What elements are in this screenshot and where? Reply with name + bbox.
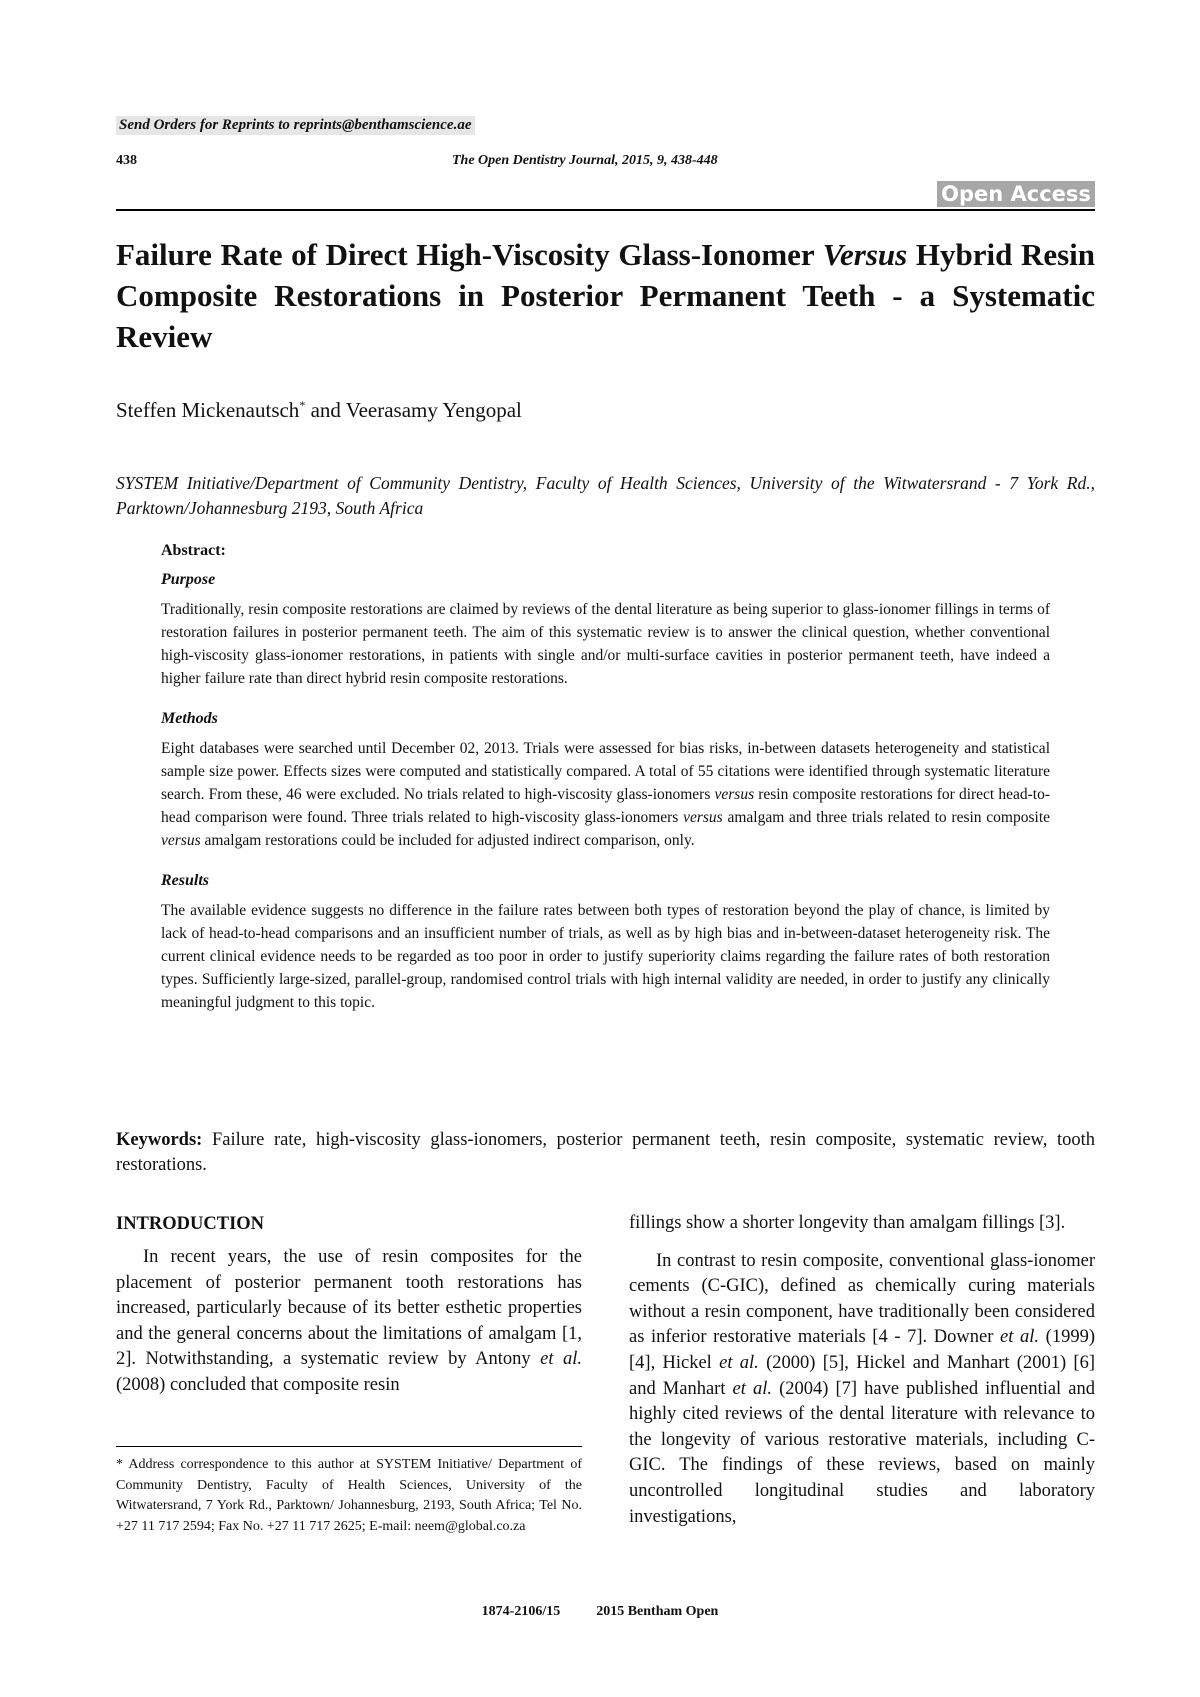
intro-paragraph-1 (116, 1245, 582, 1399)
intro-p2-text-c: (2000) [5], Hickel and Manhart (2001) [6] and Manhart (629, 1352, 1095, 1399)
methods-text-2: resin composite restorations for direct head-to-head comparison were found. Three trials related to high-viscosity glass-ionomers (161, 786, 1050, 826)
page-footer (0, 1604, 1200, 1620)
purpose-heading: Purpose (161, 571, 216, 588)
journal-citation (452, 153, 718, 169)
journal-pages: , 438-448 (663, 153, 718, 168)
purpose-text: Traditionally, resin composite restorations are claimed by reviews of the dental literature as being superior to glass-ionomer fillings in terms of restoration failures in posterior permanent teeth. The aim of this systematic review is to answer the clinical question, whether conventional high-viscosity glass-ionomer restorations, in patients with single and/or multi-surface cavities in posterior permanent teeth, have indeed a higher failure rate than direct hybrid resin composite restorations. (161, 601, 1050, 687)
intro-paragraph-2 (629, 1249, 1095, 1531)
methods-versus-1: versus (714, 786, 755, 803)
intro-p2-text-a: In contrast to resin composite, conventional glass-ionomer cements (C-GIC), defined as chemically curing materials without a resin component, have traditionally been considered as inferior restorative materials [4 - 7]. Downer (629, 1250, 1095, 1348)
footer-publisher: 2015 Bentham Open (596, 1604, 719, 1619)
page-number: 438 (116, 153, 137, 168)
journal-volume: 9 (656, 153, 664, 168)
methods-heading: Methods (161, 710, 218, 727)
title-part-2: Hybrid Resin Composite Restorations in Posterior Permanent Teeth - a Systematic Review (116, 237, 1096, 354)
authors (116, 398, 522, 423)
correspondence-footnote: * Address correspondence to this author at SYSTEM Initiative/ Department of Community Dentistry, Faculty of Health Sciences, University of the Witwatersrand, 7 York Rd., Parktown/ Johannesburg, 2193, South Africa; Tel No. +27 11 717 2594; Fax No. +27 11 717 2625; E-mail: neem@global.co.za (116, 1457, 582, 1534)
footer-issn: 1874-2106/15 (481, 1604, 561, 1619)
intro-p2-text-b: (1999) [4], Hickel (629, 1327, 1095, 1373)
affiliation: SYSTEM Initiative/Department of Community Dentistry, Faculty of Health Sciences, University of the Witwatersrand - 7 York Rd., Parktown/Johannesburg 2193, South Africa (116, 473, 1095, 518)
journal-year: , 2015, (614, 153, 657, 168)
intro-paragraph-1-continued: fillings show a shorter longevity than amalgam fillings [3]. (629, 1213, 1066, 1233)
results-text: The available evidence suggests no difference in the failure rates between both types of restoration beyond the play of chance, is limited by lack of head-to-head comparisons and an insufficient number of trials, as well as by high bias and in-between-dataset heterogeneity risk. The current clinical evidence needs to be regarded as too poor in order to justify superiority claims regarding the failure rates of both restoration types. Sufficiently large-sized, parallel-group, randomised control trials with high internal validity are needed, in order to justify any clinically meaningful judgment to this topic. (161, 902, 1050, 1011)
intro-p1-etal: et al. (540, 1349, 582, 1370)
methods-versus-3: versus (161, 832, 201, 849)
abstract (161, 542, 1050, 1034)
header-divider (116, 209, 1095, 211)
intro-p1-text-a: In recent years, the use of resin composites for the placement of posterior permanent tooth restorations has increased, particularly because of its better esthetic properties and the general concerns about the limitations of amalgam [1, 2]. Notwithstanding, a systematic review by Antony (116, 1247, 582, 1370)
title-versus: Versus (822, 237, 908, 272)
intro-p2-etal-2: et al. (719, 1352, 759, 1373)
author-2: and Veerasamy Yengopal (305, 398, 522, 422)
intro-p2-text-d: (2004) [7] have published influential and highly cited reviews of the dental literature with relevance to the longevity of various restorative materials, including C-GIC. The findings of these reviews, based on mainly uncontrolled longitudinal studies and laboratory investigations, (629, 1378, 1095, 1527)
intro-p2-etal-1: et al. (1000, 1327, 1040, 1348)
title-part-1: Failure Rate of Direct High-Viscosity Glass-Ionomer (116, 237, 823, 272)
intro-p2-etal-3: et al. (732, 1378, 772, 1399)
column-right (629, 1211, 1095, 1538)
intro-p1-text-b: (2008) concluded that composite resin (116, 1374, 400, 1395)
footnote-divider (116, 1446, 582, 1447)
methods-text-3: amalgam and three trials related to resin composite (722, 809, 1051, 826)
reprint-notice: Send Orders for Reprints to reprints@benthamscience.ae (116, 116, 475, 135)
column-left (116, 1214, 582, 1407)
keywords-text: Failure rate, high-viscosity glass-ionomers, posterior permanent teeth, resin composite, systematic review, tooth restorations. (116, 1130, 1095, 1175)
introduction-heading: INTRODUCTION (116, 1214, 265, 1234)
keywords-label: Keywords: (116, 1130, 203, 1150)
results-heading: Results (161, 872, 210, 889)
methods-text-4: amalgam restorations could be included for adjusted indirect comparison, only. (200, 832, 695, 849)
article-title (116, 234, 1095, 357)
journal-name: The Open Dentistry Journal (452, 153, 615, 168)
author-1: Steffen Mickenautsch (116, 398, 300, 422)
corresponding-mark: * (299, 398, 306, 412)
open-access-badge: Open Access (937, 181, 1095, 207)
methods-text-1: Eight databases were searched until December 02, 2013. Trials were assessed for bias risks, in-between datasets heterogeneity and statistical sample size power. Effects sizes were computed and statistically compared. A total of 55 citations were identified through systematic literature search. From these, 46 were excluded. No trials related to high-viscosity glass-ionomers (161, 740, 1050, 803)
abstract-label: Abstract: (161, 542, 226, 559)
methods-versus-2: versus (683, 809, 723, 826)
methods-text (161, 737, 1050, 852)
keywords (116, 1128, 1095, 1178)
